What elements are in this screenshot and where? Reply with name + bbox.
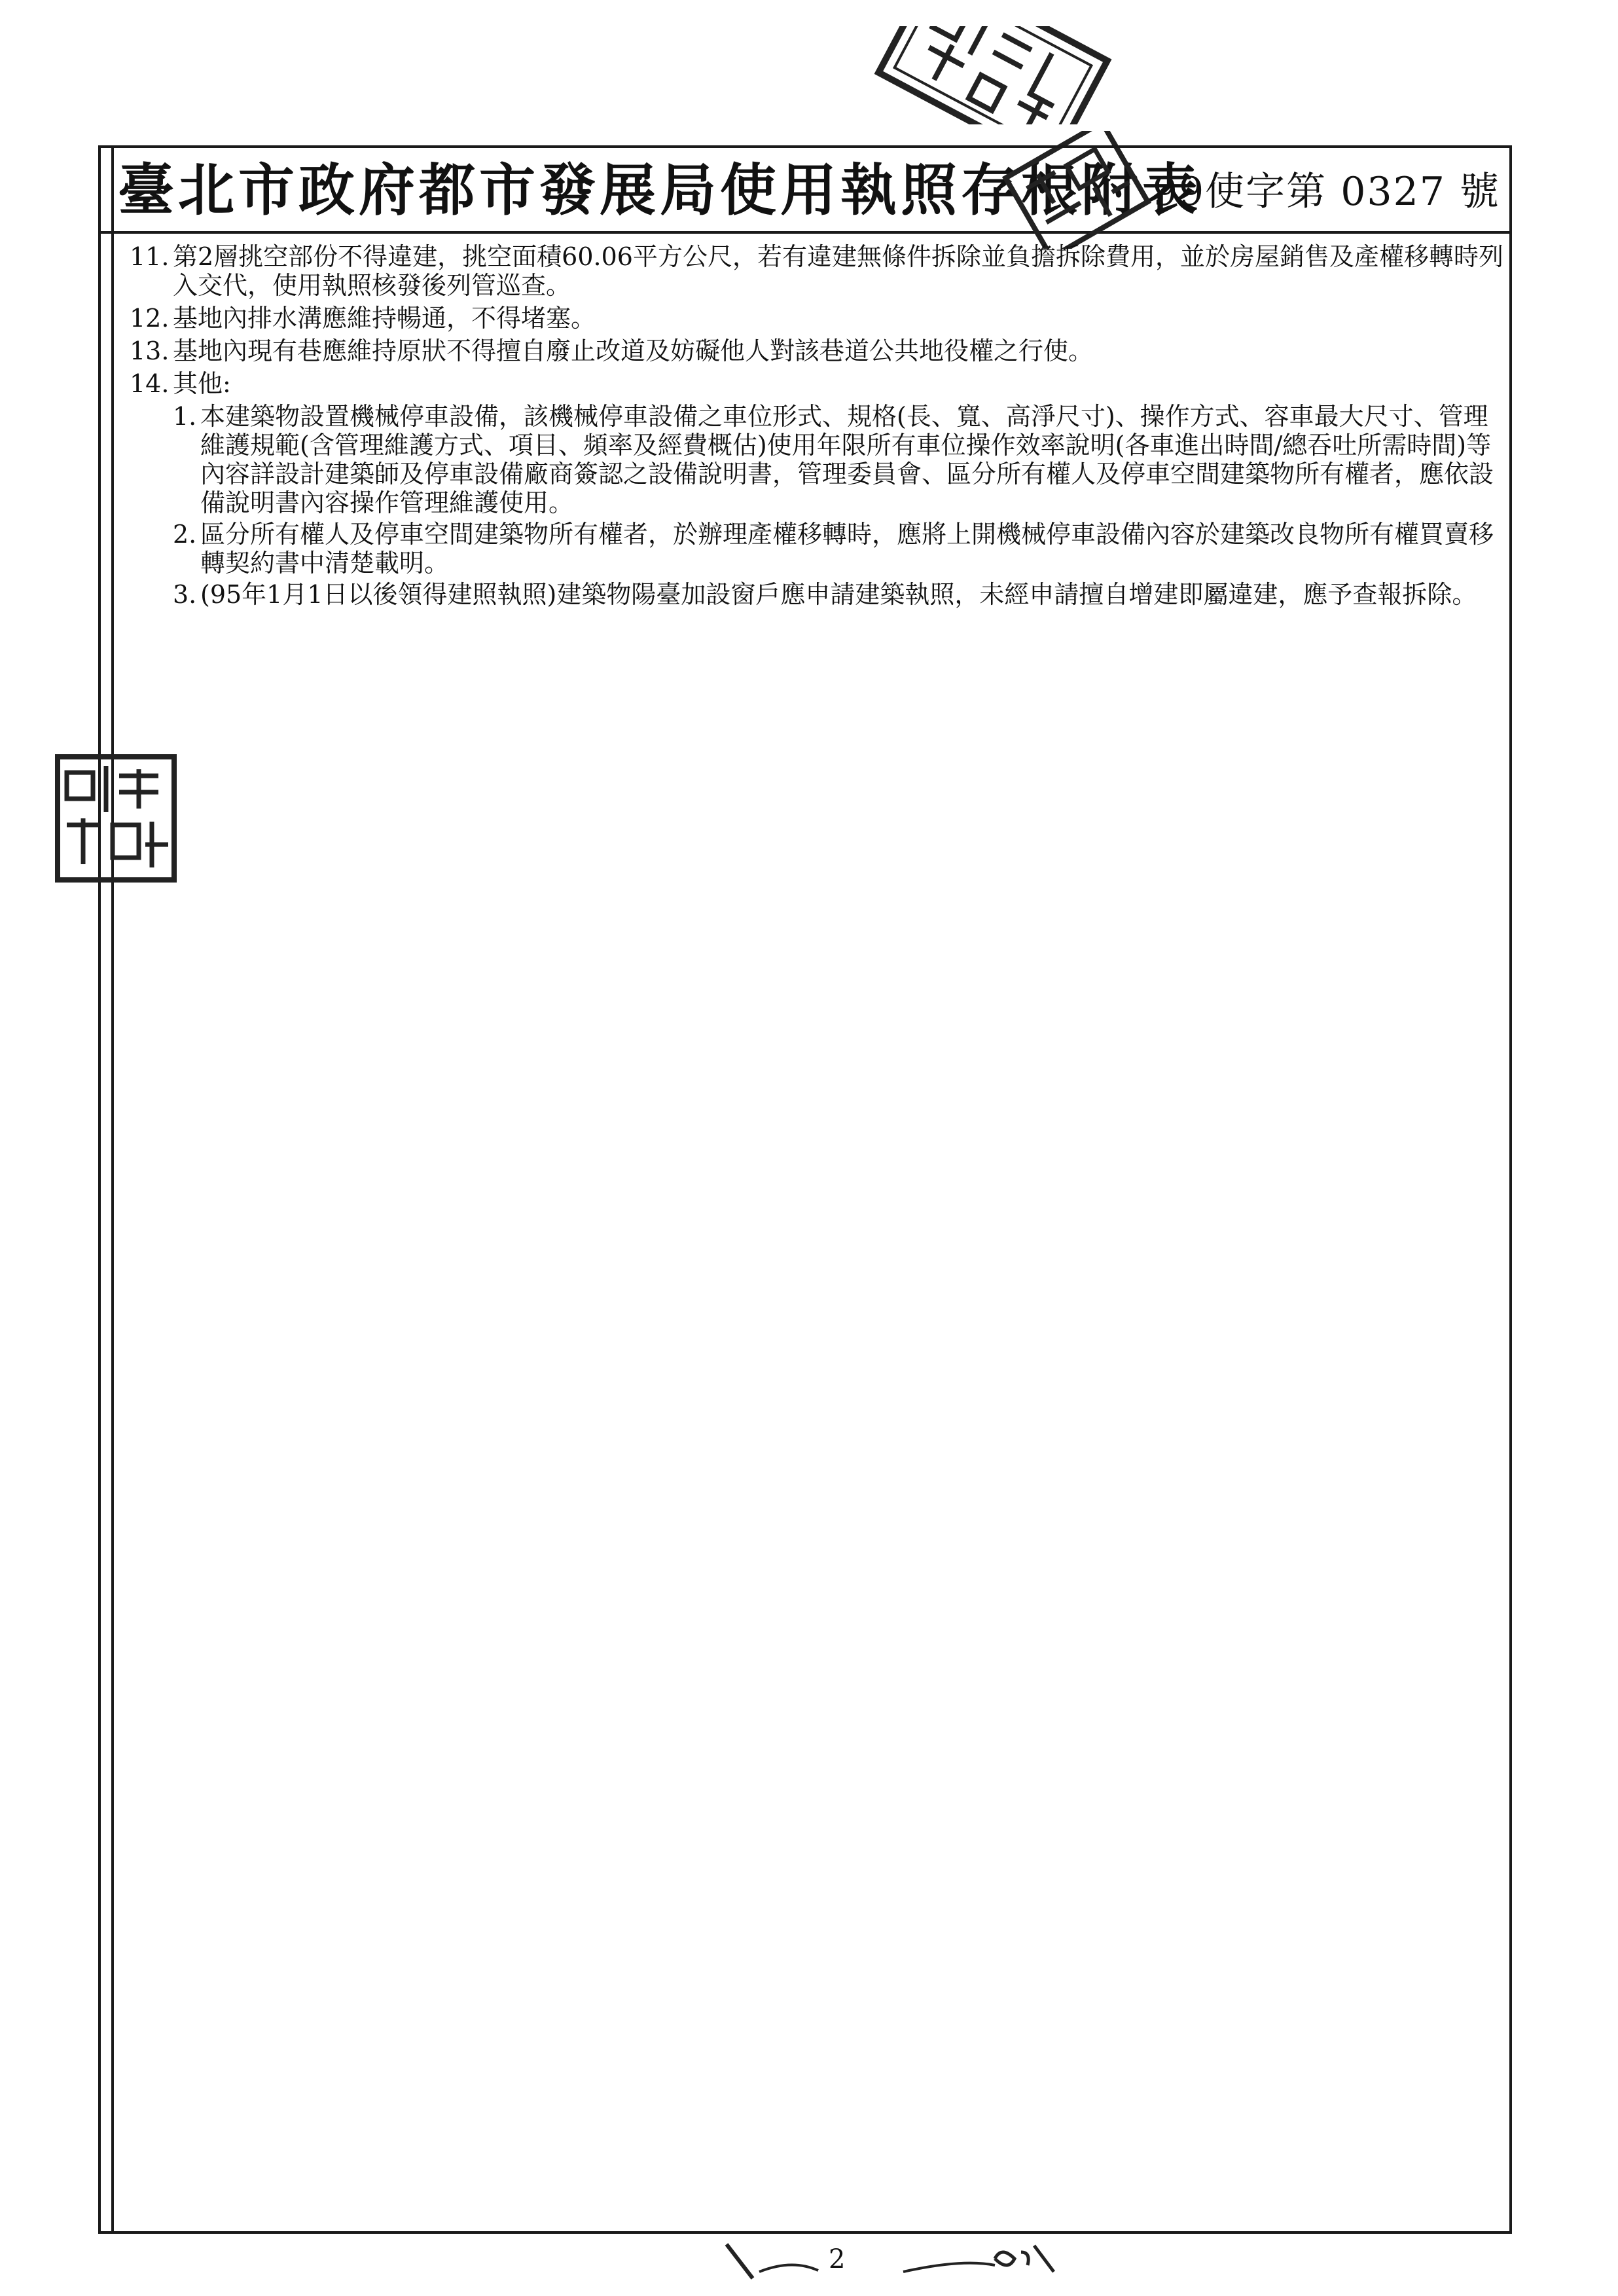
sub-list-item xyxy=(173,520,1511,577)
document-title: 臺北市政府都市發展局使用執照存根附表 xyxy=(118,157,1202,223)
item-text: 基地內現有巷應維持原狀不得擅自廢止改道及妨礙他人對該巷道公共地役權之行使。 xyxy=(173,337,1094,365)
license-number: 99使字第 0327 號 xyxy=(1152,169,1500,215)
footer-mark xyxy=(687,2239,1093,2285)
item-number: 11. xyxy=(130,242,170,271)
sub-item-number: 2. xyxy=(173,520,197,549)
list-item xyxy=(130,304,1511,333)
item-text: 第2層挑空部份不得違建，挑空面積60.06平方公尺，若有違建無條件拆除並負擔拆除費用，並於房屋銷售及產權移轉時列入交代，使用執照核發後列管巡查。 xyxy=(173,242,1503,300)
frame-inner-left-line xyxy=(111,145,114,2234)
conditions-list xyxy=(130,242,1511,611)
sub-list-item xyxy=(173,580,1511,609)
item-number: 14. xyxy=(130,369,170,398)
item-text: 基地內排水溝應維持暢通，不得堵塞。 xyxy=(173,304,596,333)
sub-item-text: 本建築物設置機械停車設備，該機械停車設備之車位形式、規格(長、寬、高淨尺寸)、操作方式、容車最大尺寸、管理維護規範(含管理維護方式、項目、頻率及經費概估)使用年限所有車位操作效率說明(各車進出時間/總吞吐所需時間)等內容詳設計建築師及停車設備廠商簽認之設備說明書，管理委員會、區分所有權人及停車空間建築物所有權者，應依設備說明書內容操作管理維護使用。 xyxy=(200,402,1494,517)
list-item xyxy=(130,242,1511,300)
list-item xyxy=(130,369,1511,398)
list-item xyxy=(130,337,1511,365)
sub-list-item xyxy=(173,402,1511,517)
seal-stamp-top xyxy=(851,26,1126,124)
seal-stamp-left xyxy=(54,753,178,884)
sub-item-number: 3. xyxy=(173,580,197,609)
sub-item-text: 區分所有權人及停車空間建築物所有權者，於辦理產權移轉時，應將上開機械停車設備內容於建築改良物所有權買賣移轉契約書中清楚載明。 xyxy=(200,520,1494,577)
sub-item-text: (95年1月1日以後領得建照執照)建築物陽臺加設窗戶應申請建築執照，未經申請擅自增建即屬違建，應予查報拆除。 xyxy=(200,580,1477,609)
sub-item-number: 1. xyxy=(173,402,197,431)
page-number: 2 xyxy=(829,2244,846,2274)
item-number: 13. xyxy=(130,337,170,365)
item-text: 其他: xyxy=(173,369,231,398)
item-number: 12. xyxy=(130,304,170,333)
